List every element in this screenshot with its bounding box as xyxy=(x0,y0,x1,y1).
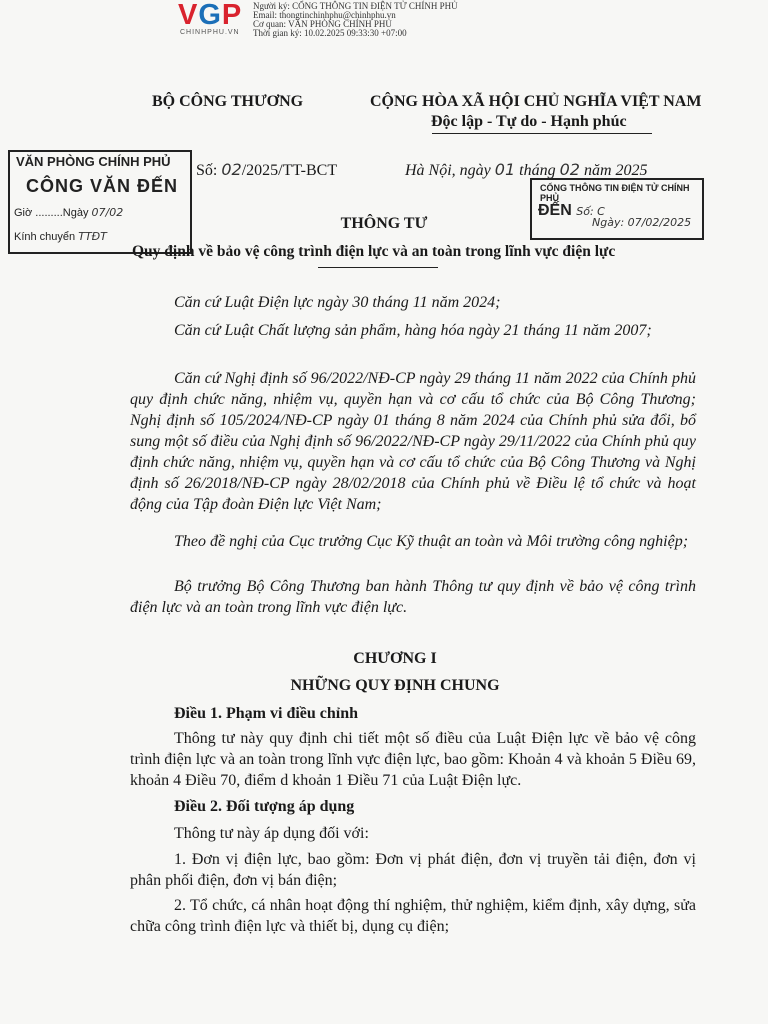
preamble-item: Theo đề nghị của Cục trưởng Cục Kỹ thuật an toàn và Môi trường công nghiệp; xyxy=(174,533,689,550)
signature-time: Thời gian ký: 10.02.2025 09:33:30 +07:00 xyxy=(253,28,407,38)
stamp-time-value: 07/02 xyxy=(91,206,124,219)
logo-letter-g: G xyxy=(198,0,222,31)
stamp-transfer-label: Kính chuyển xyxy=(14,231,76,243)
number-suffix: /2025/TT-BCT xyxy=(241,162,338,179)
stamp-transfer-value: TTĐT xyxy=(78,230,107,243)
preamble-item: Căn cứ Nghị định số 96/2022/NĐ-CP ngày 29 tháng 11 năm 2022 của Chính phủ quy định chức năng, nhiệm vụ, quyền hạn và cơ cấu tổ chức của Bộ Công Thương; Nghị định số 105/2024/NĐ-CP ngày 01 tháng 8 năm 2024 của Chính phủ sửa đổi, bổ sung một số điều của Nghị định số 96/2022/NĐ-CP ngày 29/11/2022 của Chính phủ quy định chức năng, nhiệm vụ, quyền hạn và cơ cấu tổ chức của Bộ Công Thương và Nghị định số 26/2018/NĐ-CP ngày 28/02/2018 của Chính phủ về Điều lệ tổ chức và hoạt động của Tập đoàn Điện lực Việt Nam; xyxy=(130,370,696,513)
portal-stamp-number: Số: C xyxy=(576,205,605,218)
stamp-title: CÔNG VĂN ĐẾN xyxy=(26,176,179,196)
stamp-office: VĂN PHÒNG CHÍNH PHỦ xyxy=(16,154,171,169)
number-prefix: Số: xyxy=(196,162,218,179)
preamble-item: Căn cứ Luật Chất lượng sản phẩm, hàng hóa ngày 21 tháng 11 năm 2007; xyxy=(174,322,652,339)
document-subject: Quy định về bảo vệ công trình điện lực và an toàn trong lĩnh vực điện lực xyxy=(132,243,616,260)
vgp-logo xyxy=(178,0,242,30)
date-year: năm 2025 xyxy=(583,162,648,179)
article-1-title: Điều 1. Phạm vi điều chỉnh xyxy=(174,705,359,722)
chapter-title: NHỮNG QUY ĐỊNH CHUNG xyxy=(290,677,500,694)
preamble-item: Bộ trưởng Bộ Công Thương ban hành Thông tư quy định về bảo vệ công trình điện lực và an toàn trong lĩnh vực điện lực. xyxy=(130,578,696,616)
stamp-time-label: Giờ .........Ngày xyxy=(14,207,89,219)
preamble-item: Căn cứ Luật Điện lực ngày 30 tháng 11 năm 2024; xyxy=(174,294,501,311)
article-1-body: Thông tư này quy định chi tiết một số điều của Luật Điện lực về bảo vệ công trình điện lực và an toàn trong lĩnh vực điện lực, bao gồm: Khoản 4 và khoản 5 Điều 69, khoản 4 Điều 70, điểm d khoản 1 Điều 71 của Luật Điện lực. xyxy=(130,730,696,789)
subject-underline xyxy=(318,267,438,268)
ministry-name: BỘ CÔNG THƯƠNG xyxy=(152,93,304,110)
signature-email: Email: thongtinchinhphu@chinhphu.vn xyxy=(253,10,396,20)
signature-signer: Người ký: CỔNG THÔNG TIN ĐIỆN TỬ CHÍNH PHỦ xyxy=(253,1,458,11)
article-2-title: Điều 2. Đối tượng áp dụng xyxy=(174,798,355,815)
date-prefix: Hà Nội, ngày xyxy=(405,162,491,179)
portal-stamp-heading: CỔNG THÔNG TIN ĐIỆN TỬ CHÍNH PHỦ xyxy=(540,183,690,203)
document-type: THÔNG TƯ xyxy=(340,215,428,232)
logo-letter-p: P xyxy=(221,0,243,31)
number-handwritten: 02 xyxy=(221,160,242,179)
article-2-item-1: 1. Đơn vị điện lực, bao gồm: Đơn vị phát điện, đơn vị truyền tải điện, đơn vị phân phối điện, đơn vị bán điện; xyxy=(130,851,696,889)
incoming-dispatch-stamp xyxy=(8,150,192,254)
document-number xyxy=(196,160,337,180)
chapter-number: CHƯƠNG I xyxy=(353,650,437,667)
article-2-item-2: 2. Tổ chức, cá nhân hoạt động thí nghiệm, thử nghiệm, kiểm định, xây dựng, sửa chữa công trình điện lực và thiết bị, dụng cụ điện; xyxy=(130,897,696,935)
date-month: 02 xyxy=(559,160,580,179)
date-month-label: tháng xyxy=(519,162,556,179)
article-2-intro: Thông tư này áp dụng đối với: xyxy=(174,825,369,842)
logo-subtitle: CHINHPHU.VN xyxy=(180,29,240,36)
national-motto: Độc lập - Tự do - Hạnh phúc xyxy=(431,113,627,130)
portal-stamp-arrive-label: ĐẾN xyxy=(538,202,572,219)
national-title: CỘNG HÒA XÃ HỘI CHỦ NGHĨA VIỆT NAM xyxy=(370,93,702,110)
portal-stamp-date: Ngày: 07/02/2025 xyxy=(592,216,692,229)
date-day: 01 xyxy=(494,160,516,179)
document-date xyxy=(405,160,648,180)
motto-underline xyxy=(432,133,652,134)
logo-letter-v: V xyxy=(178,0,199,31)
signature-agency: Cơ quan: VĂN PHÒNG CHÍNH PHỦ xyxy=(253,19,392,29)
